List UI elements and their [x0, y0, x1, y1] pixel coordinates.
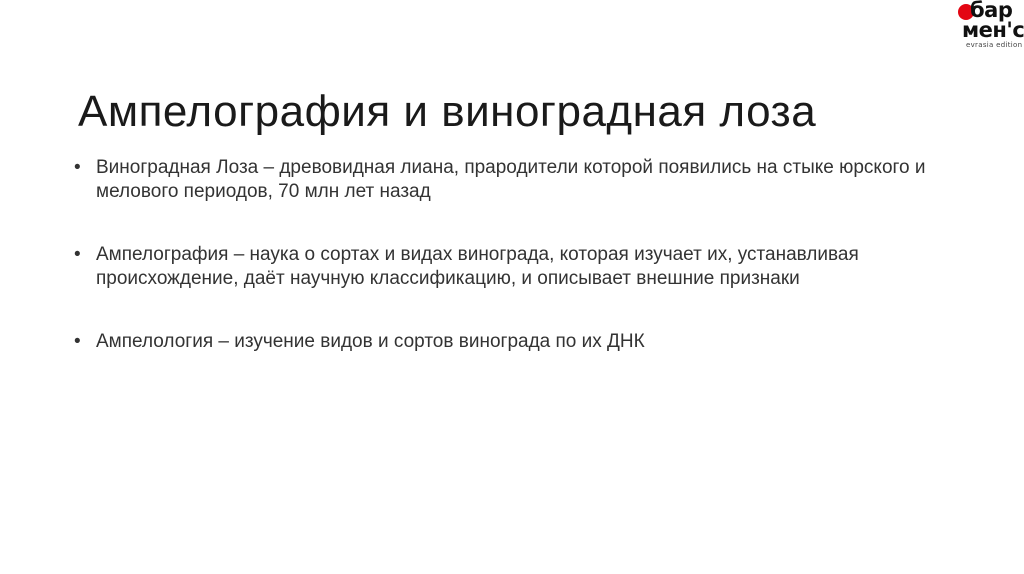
bullet-text: Виноградная Лоза – древовидная лиана, прародители которой появились на стыке юрского и мелового периодов, 70 млн лет назад — [96, 157, 926, 202]
bullet-marker: • — [74, 331, 81, 352]
logo-text-line2: мен'с — [962, 18, 1024, 42]
list-item — [74, 330, 954, 354]
bullet-text: Ампелология – изучение видов и сортов винограда по их ДНК — [96, 331, 645, 352]
bullet-text: Ампелография – наука о сортах и видах винограда, которая изучает их, устанавливая происхождение, даёт научную классификацию, и описывает внешние признаки — [96, 244, 859, 289]
slide-title: Ампелография и виноградная лоза — [78, 87, 817, 137]
list-item — [74, 156, 954, 204]
bullet-list — [74, 156, 954, 354]
list-item — [74, 243, 954, 291]
logo-subtitle: evrasia edition — [966, 41, 1023, 49]
logo-text-line1: бар — [970, 0, 1013, 22]
bullet-marker: • — [74, 157, 81, 178]
bullet-marker: • — [74, 244, 81, 265]
brand-logo — [952, 0, 1024, 50]
